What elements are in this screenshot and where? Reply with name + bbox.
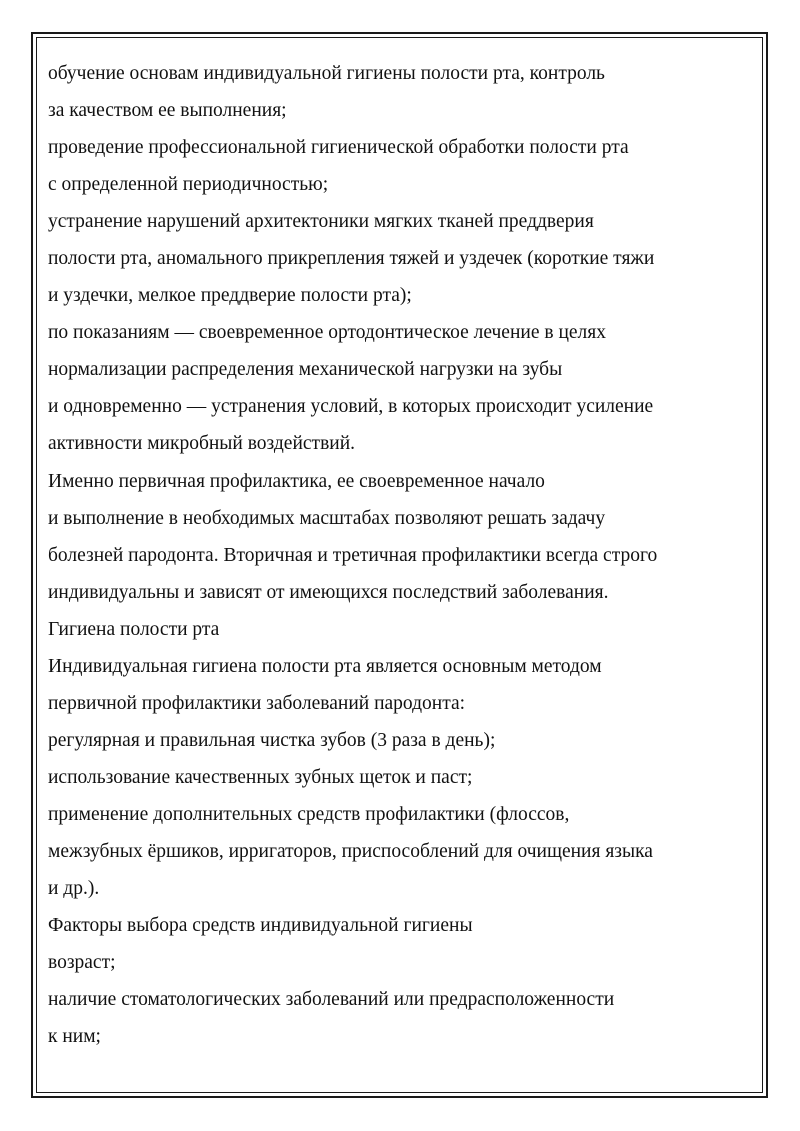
- text-line: и др.).: [48, 878, 100, 900]
- text-line: обучение основам индивидуальной гигиены полости рта, контроль: [48, 63, 605, 84]
- text-line: возраст;: [48, 952, 116, 974]
- text-line: проведение профессиональной гигиенической обработки полости рта: [48, 137, 629, 159]
- text-line: болезней пародонта. Вторичная и третичная профилактики всегда строго: [48, 544, 658, 566]
- text-line: нормализации распределения механической нагрузки на зубы: [48, 359, 563, 381]
- text-line: полости рта, аномального прикрепления тяжей и уздечек (короткие тяжи: [48, 248, 655, 270]
- text-line: регулярная и правильная чистка зубов (3 раза в день);: [48, 729, 496, 751]
- text-line: наличие стоматологических заболеваний или предрасположенности: [48, 989, 615, 1011]
- text-line: устранение нарушений архитектоники мягких тканей преддверия: [48, 211, 594, 233]
- text-line: индивидуальны и зависят от имеющихся последствий заболевания.: [48, 581, 609, 603]
- text-line: с определенной периодичностью;: [48, 174, 329, 196]
- text-line: и выполнение в необходимых масштабах позволяют решать задачу: [48, 507, 606, 529]
- text-line: активности микробный воздействий.: [48, 433, 356, 455]
- section-heading: Гигиена полости рта: [48, 618, 220, 640]
- text-line: и одновременно — устранения условий, в которых происходит усиление: [48, 396, 654, 418]
- text-line: использование качественных зубных щеток и паст;: [48, 766, 473, 788]
- text-line: межзубных ёршиков, ирригаторов, приспособлений для очищения языка: [48, 840, 653, 862]
- text-line: по показаниям — своевременное ортодонтическое лечение в целях: [48, 322, 606, 344]
- text-line: применение дополнительных средств профилактики (флоссов,: [48, 803, 570, 825]
- text-line: первичной профилактики заболеваний пародонта:: [48, 692, 466, 714]
- text-line: Именно первичная профилактика, ее своевременное начало: [48, 470, 545, 492]
- section-heading: Факторы выбора средств индивидуальной гигиены: [48, 915, 473, 937]
- text-line: за качеством ее выполнения;: [48, 100, 287, 122]
- text-line: и уздечки, мелкое преддверие полости рта);: [48, 285, 412, 307]
- text-line: к ним;: [48, 1026, 101, 1048]
- text-line: Индивидуальная гигиена полости рта является основным методом: [48, 655, 602, 677]
- document-body: [48, 55, 738, 1055]
